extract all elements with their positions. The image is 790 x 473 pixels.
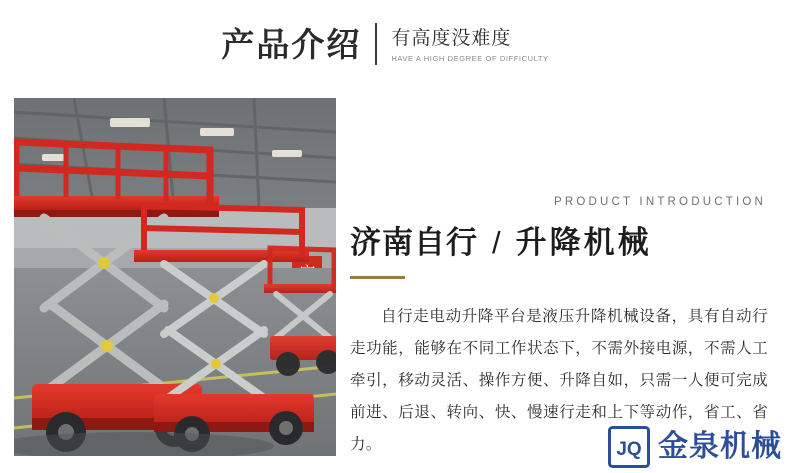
product-photo-illustration — [14, 98, 336, 456]
page-title: 产品介绍 — [221, 25, 362, 63]
header-subtitle: 有高度没难度 — [391, 27, 512, 49]
headline-slash: / — [492, 225, 502, 260]
header-divider — [375, 23, 377, 65]
watermark-text: 金泉机械 — [658, 430, 782, 463]
main-content — [0, 88, 790, 472]
text-column — [350, 98, 778, 456]
watermark — [608, 426, 782, 468]
eyebrow-label: PRODUCT INTRODUCTION — [553, 196, 766, 208]
headline-part-2: 升降机械 — [515, 225, 652, 260]
accent-rule — [350, 276, 405, 279]
header-inner — [221, 23, 548, 65]
svg-text:JQ: JQ — [616, 439, 642, 460]
watermark-badge-icon — [608, 426, 650, 468]
headline-part-1: 济南自行 — [350, 225, 478, 260]
body-paragraph: 自行走电动升降平台是液压升降机械设备，具有自动行走功能，能够在不同工作状态下，不需外接电源，不需人工牵引，移动灵活、操作方便、升降自如，只需一人便可完成前进、后退、转向、快、慢速行走和上下等动作，省工、省力。 — [350, 308, 768, 454]
product-photo — [14, 98, 336, 456]
header-english-subtitle: HAVE A HIGH DEGREE OF DIFFICULTY — [391, 53, 549, 63]
header-subtitle-group — [391, 26, 548, 63]
page-header — [0, 0, 790, 88]
headline — [350, 226, 778, 260]
